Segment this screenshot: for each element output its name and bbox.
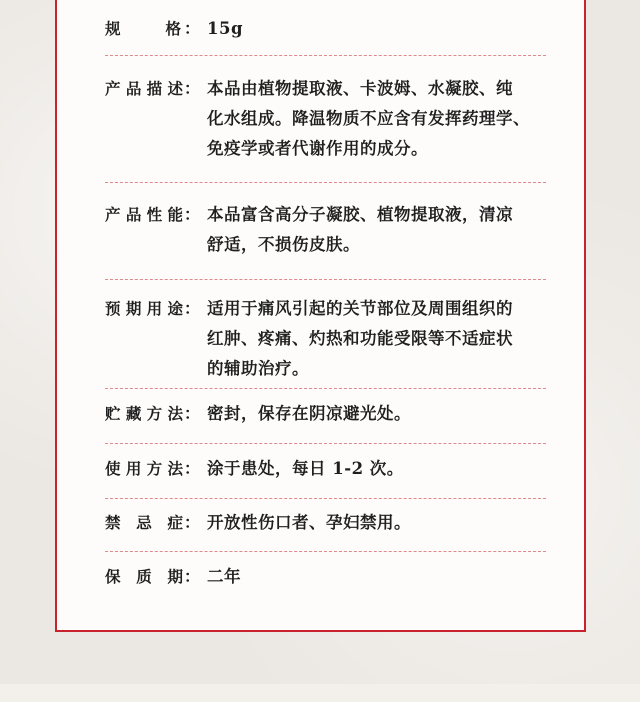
description-line: 本品由植物提取液、卡波姆、水凝胶、纯 bbox=[207, 79, 513, 98]
storage-label-char: 贮 bbox=[105, 404, 121, 423]
intended-use-row bbox=[105, 294, 546, 389]
spec-value bbox=[207, 14, 562, 44]
storage-row bbox=[105, 399, 546, 444]
storage-label bbox=[105, 399, 183, 429]
description-value bbox=[207, 74, 562, 164]
performance-line: 本品富含高分子凝胶、植物提取液，清凉 bbox=[207, 205, 513, 224]
product-info-card bbox=[55, 0, 586, 632]
description-line: 免疫学或者代谢作用的成分。 bbox=[207, 139, 428, 158]
description-label-char: 述 bbox=[167, 79, 183, 98]
usage-label bbox=[105, 454, 183, 484]
spec-value-text: 15g bbox=[207, 19, 243, 38]
performance-line: 舒适，不损伤皮肤。 bbox=[207, 235, 360, 254]
performance-value bbox=[207, 200, 562, 260]
usage-value-text: 涂于患处，每日 1-2 次。 bbox=[207, 459, 404, 478]
contraindications-value-text: 开放性伤口者、孕妇禁用。 bbox=[207, 513, 411, 532]
shelf-life-label-char: 期 bbox=[167, 567, 183, 586]
contraindications-label-char: 忌 bbox=[136, 513, 152, 532]
contraindications-label bbox=[105, 508, 183, 538]
usage-row bbox=[105, 454, 546, 499]
performance-label-char: 产 bbox=[105, 205, 121, 224]
spec-label-char: 格 bbox=[165, 19, 181, 38]
description-row bbox=[105, 74, 546, 183]
usage-label-char: 方 bbox=[146, 459, 163, 478]
intended-use-label-char: 期 bbox=[125, 299, 142, 318]
performance-label-char: 品 bbox=[125, 205, 142, 224]
description-line: 化水组成。降温物质不应含有发挥药理学、 bbox=[207, 109, 530, 128]
spec-colon: ： bbox=[184, 19, 201, 38]
bottom-band bbox=[0, 684, 640, 702]
shelf-life-label bbox=[105, 562, 183, 592]
spec-label bbox=[105, 14, 181, 44]
storage-value bbox=[207, 399, 562, 429]
description-colon: ： bbox=[184, 79, 201, 98]
spec-label-char: 规 bbox=[105, 19, 121, 38]
description-label-char: 描 bbox=[146, 79, 163, 98]
usage-value bbox=[207, 454, 562, 484]
performance-row bbox=[105, 200, 546, 280]
storage-colon: ： bbox=[184, 404, 201, 423]
intended-use-label-char: 预 bbox=[105, 299, 121, 318]
shelf-life-label-char: 质 bbox=[136, 567, 152, 586]
intended-use-line: 的辅助治疗。 bbox=[207, 359, 309, 378]
storage-label-char: 法 bbox=[167, 404, 183, 423]
usage-label-char: 用 bbox=[125, 459, 142, 478]
contraindications-row bbox=[105, 508, 546, 552]
performance-label-char: 能 bbox=[167, 205, 183, 224]
description-label-char: 品 bbox=[125, 79, 142, 98]
intended-use-colon: ： bbox=[184, 299, 201, 318]
shelf-life-value bbox=[207, 562, 562, 592]
shelf-life-value-text: 二年 bbox=[207, 567, 241, 586]
performance-colon: ： bbox=[184, 205, 201, 224]
intended-use-value bbox=[207, 294, 562, 384]
description-label bbox=[105, 74, 183, 104]
shelf-life-colon: ： bbox=[184, 567, 201, 586]
storage-value-text: 密封，保存在阴凉避光处。 bbox=[207, 404, 411, 423]
intended-use-label bbox=[105, 294, 183, 324]
contraindications-value bbox=[207, 508, 562, 538]
contraindications-label-char: 症 bbox=[167, 513, 183, 532]
intended-use-line: 适用于痛风引起的关节部位及周围组织的 bbox=[207, 299, 513, 318]
usage-label-char: 使 bbox=[105, 459, 121, 478]
contraindications-colon: ： bbox=[184, 513, 201, 532]
intended-use-label-char: 用 bbox=[146, 299, 163, 318]
performance-label-char: 性 bbox=[146, 205, 163, 224]
usage-label-char: 法 bbox=[167, 459, 183, 478]
description-label-char: 产 bbox=[105, 79, 121, 98]
spec-row bbox=[105, 14, 546, 56]
usage-colon: ： bbox=[184, 459, 201, 478]
shelf-life-label-char: 保 bbox=[105, 567, 121, 586]
shelf-life-row bbox=[105, 562, 546, 594]
storage-label-char: 藏 bbox=[125, 404, 142, 423]
performance-label bbox=[105, 200, 183, 230]
contraindications-label-char: 禁 bbox=[105, 513, 121, 532]
storage-label-char: 方 bbox=[146, 404, 163, 423]
intended-use-label-char: 途 bbox=[167, 299, 183, 318]
intended-use-line: 红肿、疼痛、灼热和功能受限等不适症状 bbox=[207, 329, 513, 348]
